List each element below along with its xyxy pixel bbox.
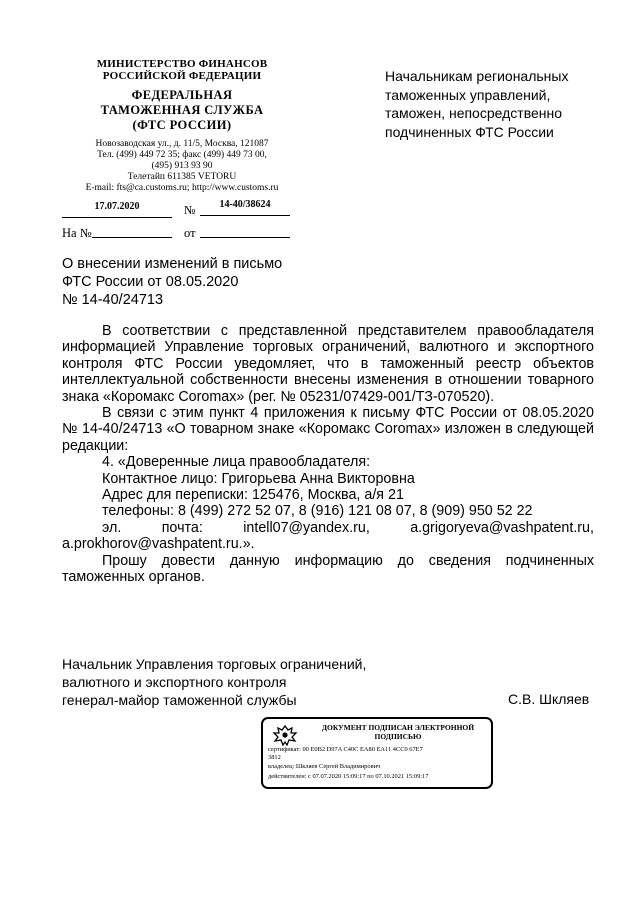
- stamp-title-line: ПОДПИСЬЮ: [374, 732, 422, 741]
- certificate-line: 3812: [268, 754, 281, 761]
- paragraph: В соответствии с представленной представителем правообладателя информацией Управление торговых ограничений, валютного и экспортного контроля ФТС России уведомляет, что в таможенный реестр объектов интеллектуальной собственности внесены изменения в отношении товарного знака «Коромакс Coromax» (рег. № 05231/07429-001/ТЗ-070520).: [62, 323, 594, 405]
- subject-line: ФТС России от 08.05.2020: [62, 274, 239, 290]
- subject-line: № 14-40/24713: [62, 292, 164, 308]
- e-signature-stamp: [261, 717, 493, 789]
- letter-body: [62, 323, 594, 586]
- owner-line: владелец: Шкляев Сергей Владимирович: [268, 763, 381, 770]
- ref-label: На №: [62, 226, 92, 240]
- ministry-line: РОССИЙСКОЙ ФЕДЕРАЦИИ: [102, 70, 262, 82]
- addressee-line: подчиненных ФТС России: [385, 123, 554, 140]
- number-sign: №: [184, 203, 196, 217]
- signatory-line: генерал-майор таможенной службы: [62, 692, 297, 708]
- addressee: [385, 67, 625, 141]
- item-title: 4. «Доверенные лица правообладателя:: [102, 454, 371, 471]
- service-line: (ФТС РОССИИ): [132, 118, 232, 132]
- signatory-line: валютного и экспортного контроля: [62, 674, 287, 690]
- stamp-title-line: ДОКУМЕНТ ПОДПИСАН ЭЛЕКТРОННОЙ: [321, 723, 475, 732]
- reg-date-field: [62, 201, 172, 218]
- email-label: эл.: [102, 519, 122, 536]
- ref-number-line: [92, 237, 172, 238]
- paragraph: В связи с этим пункт 4 приложения к письму ФТС России от 08.05.2020 № 14-40/24713 «О товарном знаке «Коромакс Coromax» изложен в следующей редакции:: [62, 405, 594, 454]
- email-address: intell07@yandex.ru,: [243, 519, 370, 536]
- reg-date: 17.07.2020: [94, 201, 140, 212]
- phone-numbers: телефоны: 8 (499) 272 52 07, 8 (916) 121 08 07, 8 (909) 950 52 22: [102, 503, 533, 520]
- addressee-line: таможенных управлений,: [385, 86, 551, 103]
- ministry-line: МИНИСТЕРСТВО ФИНАНСОВ: [96, 58, 268, 70]
- address-line: Телетайп 611385 VETORU: [127, 172, 237, 182]
- email-address: a.prokhorov@vashpatent.ru.».: [62, 536, 255, 553]
- from-date-line: [200, 237, 290, 238]
- service-line: ТАМОЖЕННАЯ СЛУЖБА: [100, 103, 264, 117]
- email-address: a.grigoryeva@vashpatent.ru,: [410, 519, 594, 536]
- subject: [62, 255, 282, 309]
- signatory-line: Начальник Управления торговых ограничений,: [62, 656, 367, 672]
- signatory-name: С.В. Шкляев: [508, 691, 590, 707]
- stamp-title: [307, 723, 489, 741]
- address-line: Новозаводская ул., д. 11/5, Москва, 121087: [95, 139, 269, 149]
- reg-number-field: [200, 199, 290, 216]
- signatory-title: [62, 655, 366, 709]
- addressee-line: Начальникам региональных: [385, 68, 569, 84]
- validity-line: действителен: с 07.07.2020 15:09:17 по 07.10.2021 15:09:17: [268, 773, 429, 780]
- postal-address: Адрес для переписки: 125476, Москва, а/я 21: [102, 487, 404, 504]
- from-label: от: [184, 226, 196, 240]
- email-row: [62, 520, 594, 536]
- address-line: (495) 913 93 90: [151, 161, 213, 171]
- letterhead: [62, 58, 302, 194]
- reg-number: 14-40/38624: [219, 199, 271, 210]
- email-label: почта:: [161, 519, 203, 536]
- email-line: E-mail: fts@ca.customs.ru; http://www.customs.ru: [85, 183, 279, 193]
- certificate-line: сертификат: 00 E0B2 D97A C40C EA80 EA11 4CC0 67E7: [268, 746, 423, 753]
- subject-line: О внесении изменений в письмо: [62, 256, 283, 272]
- addressee-line: таможен, непосредственно: [385, 105, 563, 121]
- paragraph: Прошу довести данную информацию до сведения подчиненных таможенных органов.: [62, 552, 594, 586]
- service-line: ФЕДЕРАЛЬНАЯ: [131, 88, 233, 102]
- address-line: Тел. (499) 449 72 35; факс (499) 449 73 00,: [97, 150, 267, 160]
- contact-person: Контактное лицо: Григорьева Анна Викторовна: [102, 470, 415, 487]
